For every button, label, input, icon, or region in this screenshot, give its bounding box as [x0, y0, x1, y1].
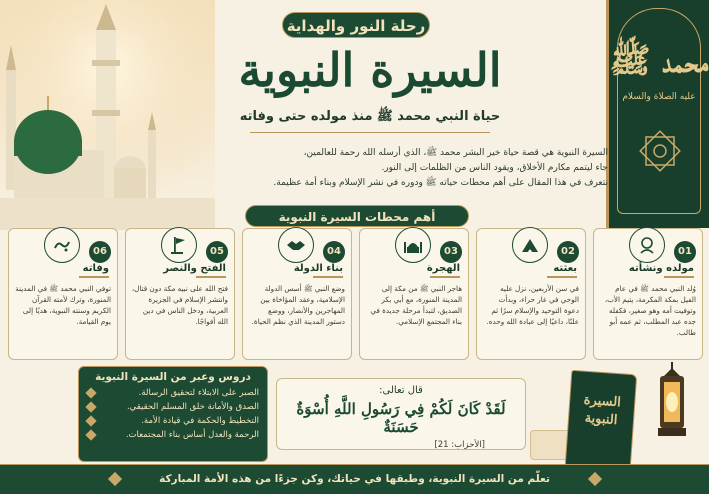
banner-caption: عليه الصلاة والسلام: [622, 92, 696, 102]
footer-bar: [0, 464, 709, 494]
station-description: توفي النبي محمد ﷺ في المدينة المنورة، وترك لأمته القرآن الكريم وسنته النبوية، هديًا إلى يوم القيامة.: [15, 284, 111, 326]
station-title: وفاته: [15, 263, 109, 278]
lessons-box: [78, 366, 268, 462]
lessons-list: [79, 386, 267, 442]
station-card: [593, 228, 703, 360]
station-number: 02: [557, 241, 579, 263]
quote-reference: [الأحزاب: 21]: [434, 440, 485, 450]
divider: [250, 132, 490, 133]
banner-calligraphy: محمد ﷺ: [609, 41, 709, 81]
diamond-icon: [85, 401, 96, 412]
lessons-heading: دروس وعبر من السيرة النبوية: [95, 371, 251, 383]
lesson-item: الرحمة والعدل أساس بناء المجتمعات.: [87, 428, 259, 442]
station-title: الفتح والنصر: [132, 263, 226, 278]
station-number: 03: [440, 241, 462, 263]
calligraphy-icon: [44, 227, 80, 263]
diamond-icon: [85, 429, 96, 440]
star-ornament-icon: [637, 128, 683, 174]
intro-line: السيرة النبوية هي قصة حياة خير البشر محمد ﷺ، الذي أرسله الله رحمة للعالمين،: [303, 148, 608, 158]
flag-icon: [161, 227, 197, 263]
quote-intro: قال تعالى:: [379, 385, 423, 396]
lesson-item: الصدق والأمانة خلق المسلم الحقيقي.: [87, 400, 259, 414]
page-title: السيرة النبوية: [238, 43, 502, 97]
intro-line: نتعرف في هذا المقال على أهم محطات حياته ﷺ ودوره في نشر الإسلام وبناء أمة عظيمة.: [273, 178, 608, 188]
book-title-line: السيرة: [583, 392, 622, 411]
station-title: مولده ونشأته: [600, 263, 694, 278]
station-number: 05: [206, 241, 228, 263]
intro-paragraph: [210, 146, 608, 191]
station-description: فتح الله على نبيه مكة دون قتال، وانتشر الإسلام في الجزيرة العربية، ودخل الناس في دين الله أفواجًا.: [131, 284, 228, 326]
station-number: 04: [323, 241, 345, 263]
station-title: بناء الدولة: [249, 263, 343, 278]
diamond-icon: [588, 472, 602, 486]
cave-icon: [512, 227, 548, 263]
stations-cards: [6, 228, 703, 362]
diamond-icon: [85, 415, 96, 426]
station-title: الهجرة: [366, 263, 460, 278]
station-card: [359, 228, 469, 360]
footer-text: تعلّم من السيرة النبوية، وطبقها في حياتك، وكن جزءًا من هذه الأمة المباركة: [159, 473, 550, 485]
book-cover: [565, 370, 638, 470]
station-card: [242, 228, 352, 360]
quote-verse: لَقَدْ كَانَ لَكُمْ فِي رَسُولِ اللَّهِ أُسْوَةٌ حَسَنَةٌ: [296, 400, 506, 436]
stations-heading: أهم محطات السيرة النبوية: [245, 205, 469, 227]
diamond-icon: [108, 472, 122, 486]
banner-frame: [617, 8, 701, 214]
station-card: [476, 228, 586, 360]
mosque-photo: [0, 0, 215, 230]
baby-icon: [629, 227, 665, 263]
station-description: وُلد النبي محمد ﷺ في عام الفيل بمكة المكرمة، يتيم الأب، وتوفيت أمه وهو صغير، فكفله جده عبد المطلب، ثم عمه أبو طالب.: [604, 284, 696, 337]
quran-quote: [276, 378, 526, 450]
kicker-badge: رحلة النور والهداية: [282, 12, 430, 38]
book-title-line: النبوية: [584, 410, 618, 429]
station-description: هاجر النبي ﷺ من مكة إلى المدينة المنورة، مع أبي بكر الصديق، لتبدأ مرحلة جديدة في بناء المجتمع الإسلامي.: [370, 284, 462, 326]
station-description: وضع النبي ﷺ أسس الدولة الإسلامية، وعقد المؤاخاة بين المهاجرين والأنصار، ووضع دستور المدينة الذي نظم الحياة.: [251, 284, 345, 326]
page-tagline: حياة النبي محمد ﷺ منذ مولده حتى وفاته: [239, 109, 501, 124]
lesson-item: التخطيط والحكمة في قيادة الأمة.: [87, 414, 259, 428]
lesson-item: الصبر على الابتلاء لتحقيق الرسالة.: [87, 386, 259, 400]
mosque-icon: [395, 227, 431, 263]
station-number: 01: [674, 241, 696, 263]
side-banner: [606, 0, 709, 228]
station-number: 06: [89, 241, 111, 263]
intro-line: جاء ليتمم مكارم الأخلاق، ويقود الناس من الظلمات إلى النور.: [381, 163, 608, 173]
lantern-icon: [650, 362, 694, 452]
station-card: [125, 228, 235, 360]
handshake-icon: [278, 227, 314, 263]
station-description: في سن الأربعين، نزل عليه الوحي في غار حراء، وبدأت دعوة التوحيد والإسلام سرًا ثم علنًا، داعيًا إلى عبادة الله وحده.: [486, 284, 579, 326]
diamond-icon: [85, 387, 96, 398]
station-card: [8, 228, 118, 360]
station-title: بعثته: [483, 263, 577, 278]
